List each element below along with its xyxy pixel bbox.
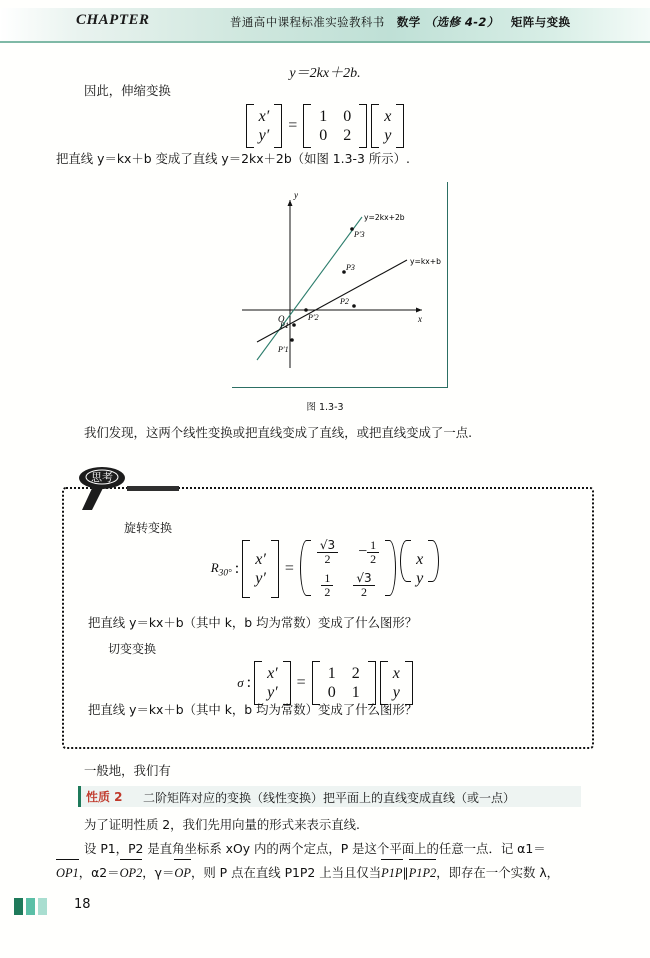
shear-11: 1 bbox=[327, 665, 336, 682]
m1-lhs-top: x′ bbox=[258, 108, 270, 125]
proof-line-1: 设 P1，P2 是直角坐标系 xOy 内的两个定点，P 是这个平面上的任意一点．记 α1＝ bbox=[84, 841, 546, 856]
fig-label-y: y bbox=[294, 190, 298, 200]
shear-colon: : bbox=[246, 674, 252, 691]
property-text: 二阶矩阵对应的变换（线性变换）把平面上的直线变成直线（或一点） bbox=[143, 791, 516, 805]
header-subject: 数学 bbox=[396, 15, 421, 29]
rot-11-den: 2 bbox=[324, 552, 331, 566]
shear-21: 0 bbox=[327, 684, 336, 701]
found-line: 我们发现，这两个线性变换或把直线变成了直线，或把直线变成了一点. bbox=[84, 425, 473, 440]
label-shear: 切变变换 bbox=[108, 642, 157, 656]
header-chapter-title: 矩阵与变换 bbox=[510, 15, 571, 29]
chapter-word: CHAPTER bbox=[76, 12, 150, 28]
matrix-equation-rotation bbox=[0, 540, 650, 598]
rot-12-sign: − bbox=[358, 543, 368, 561]
rot-11-num: √3 bbox=[317, 539, 338, 553]
figure-caption: 图 1.3-3 bbox=[306, 402, 344, 413]
m1-12: 0 bbox=[343, 108, 352, 125]
rot-v-bottom: y bbox=[416, 570, 424, 587]
shear-v-bottom: y bbox=[392, 684, 400, 701]
shear-v-top: x bbox=[392, 665, 400, 682]
rot-equals: = bbox=[284, 560, 294, 577]
think-icon bbox=[72, 466, 180, 512]
rot-12-den: 2 bbox=[370, 552, 377, 566]
header-title-prefix: 普通高中课程标准实验教科书 bbox=[230, 15, 385, 29]
fig-label-p2: P2 bbox=[340, 297, 349, 306]
vec-op: OP bbox=[174, 862, 191, 884]
proof-line-2 bbox=[56, 862, 616, 884]
think-icon-label: 思考 bbox=[91, 471, 113, 484]
label-rotation: 旋转变换 bbox=[124, 521, 173, 535]
rot-name: $R_{30^\circ}$ bbox=[210, 559, 232, 579]
proof-seg-d: ，γ＝ bbox=[142, 865, 175, 880]
m1-22: 2 bbox=[343, 127, 352, 144]
fig-label-o: O bbox=[278, 314, 285, 324]
rot-21-den: 2 bbox=[324, 585, 331, 599]
fig-label-p1p: P′1 bbox=[278, 345, 289, 354]
question-shear: 把直线 y＝kx＋b（其中 k，b 均为常数）变成了什么图形？ bbox=[88, 702, 418, 717]
rot-v-top: x bbox=[416, 551, 424, 568]
shear-12: 2 bbox=[351, 665, 360, 682]
rot-lhs-bottom: y′ bbox=[255, 570, 266, 587]
property-label: 性质 2 bbox=[86, 790, 123, 804]
equation-top: y＝2kx＋2b. bbox=[289, 66, 361, 81]
footer-bar-3 bbox=[38, 898, 47, 915]
fig-label-line1: y=2kx+2b bbox=[364, 213, 405, 222]
fig-label-p3: P3 bbox=[346, 263, 355, 272]
shear-name: σ bbox=[237, 675, 244, 690]
proof-seg-b: ，α2＝ bbox=[78, 865, 120, 880]
m1-v-bottom: y bbox=[384, 127, 392, 144]
rot-colon: : bbox=[234, 560, 240, 577]
fig-label-line2: y=kx+b bbox=[410, 257, 441, 266]
shear-lhs-bottom: y′ bbox=[267, 684, 278, 701]
vec-p1p2: P1P2 bbox=[409, 862, 437, 884]
proof-seg-j: ，即存在一个实数 λ， bbox=[436, 865, 560, 880]
vec-op1: OP1 bbox=[56, 862, 79, 884]
vec-op2: OP2 bbox=[120, 862, 143, 884]
page-number: 18 bbox=[74, 897, 91, 912]
vec-p1p: P1P bbox=[381, 862, 402, 884]
m1-11: 1 bbox=[319, 108, 328, 125]
shear-equals: = bbox=[296, 674, 306, 691]
figure-1-3-3 bbox=[232, 182, 448, 388]
fig-label-p3p: P′3 bbox=[354, 230, 365, 239]
therefore-line: 因此，伸缩变换 bbox=[84, 83, 171, 98]
m1-equals: = bbox=[288, 117, 298, 134]
m1-21: 0 bbox=[319, 127, 328, 144]
header-rule bbox=[0, 41, 650, 43]
footer-bars bbox=[14, 898, 50, 920]
shear-lhs-top: x′ bbox=[267, 665, 278, 682]
proof-seg-f: ，则 P 点在直线 P1P2 上当且仅当 bbox=[190, 865, 382, 880]
proof-lead: 为了证明性质 2，我们先用向量的形式来表示直线. bbox=[84, 817, 360, 832]
matrix-equation-1 bbox=[0, 104, 650, 148]
m1-v-top: x bbox=[384, 108, 392, 125]
proof-seg-h: ∥ bbox=[402, 865, 409, 880]
fig-label-p1: P1 bbox=[280, 321, 289, 330]
rot-12-num: 1 bbox=[367, 539, 379, 553]
fig-label-p2p: P′2 bbox=[308, 313, 319, 322]
general-lead: 一般地，我们有 bbox=[84, 763, 171, 778]
rot-22-num: √3 bbox=[353, 572, 374, 586]
rot-21-num: 1 bbox=[321, 572, 333, 586]
transform-line: 把直线 y＝kx＋b 变成了直线 y＝2kx＋2b（如图 1.3-3 所示）. bbox=[56, 151, 410, 166]
rot-22-den: 2 bbox=[361, 585, 368, 599]
footer-bar-2 bbox=[26, 898, 35, 915]
rot-lhs-top: x′ bbox=[255, 551, 266, 568]
shear-22: 1 bbox=[351, 684, 360, 701]
question-rotation: 把直线 y＝kx＋b（其中 k，b 均为常数）变成了什么图形？ bbox=[88, 615, 418, 630]
m1-lhs-bottom: y′ bbox=[258, 127, 270, 144]
header-volume: （选修 4-2） bbox=[424, 15, 499, 29]
footer-bar-1 bbox=[14, 898, 23, 915]
fig-label-x: x bbox=[418, 314, 422, 324]
header-title bbox=[230, 14, 570, 30]
